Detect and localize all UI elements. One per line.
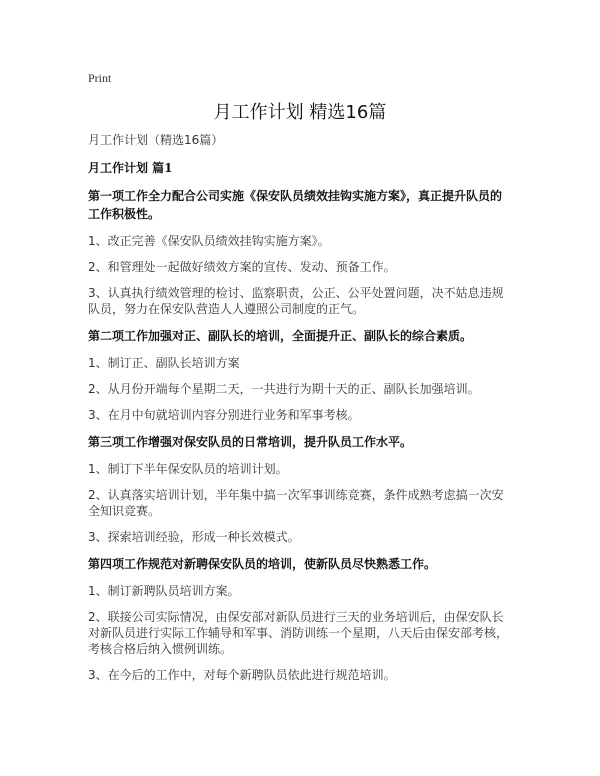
section-heading: 第三项工作增强对保安队员的日常培训，提升队员工作水平。: [88, 435, 413, 449]
section-heading: 第四项工作规范对新聘保安队员的培训，使新队员尽快熟悉工作。: [88, 557, 437, 571]
paragraph: 2、从月份开端每个星期二天，一共进行为期十天的正、副队长加强培训。: [88, 382, 480, 396]
print-link[interactable]: Print: [88, 71, 112, 85]
paragraph: 3、探索培训经验，形成一种长效模式。: [88, 530, 300, 544]
document-title: 月工作计划 精选16篇: [213, 102, 387, 123]
document-subtitle: 月工作计划（精选16篇）: [88, 133, 224, 147]
article-heading: 月工作计划 篇1: [88, 161, 173, 175]
section-heading: 第一项工作全力配合公司实施《保安队员绩效挂钩实施方案》，真正提升队员的工作积极性。: [88, 189, 503, 221]
paragraph: 3、在月中旬就培训内容分别进行业务和军事考核。: [88, 408, 360, 422]
section-heading: 第二项工作加强对正、副队长的培训，全面提升正、副队长的综合素质。: [88, 329, 473, 343]
paragraph: 3、在今后的工作中，对每个新聘队员依此进行规范培训。: [88, 668, 396, 682]
paragraph: 1、改正完善《保安队员绩效挂钩实施方案》。: [88, 234, 330, 248]
paragraph: 2、认真落实培训计划，半年集中搞一次军事训练竞赛，条件成熟考虑搞一次安全知识竞赛。: [88, 488, 504, 518]
paragraph: 2、联接公司实际情况，由保安部对新队员进行三天的业务培训后，由保安队长对新队员进行实际工作辅导和军事、消防训练一个星期，八天后由保安部考核，考核合格后纳入惯例训练。: [88, 610, 509, 656]
paragraph: 3、认真执行绩效管理的检讨、监察职责，公正、公平处置问题，决不姑息违规队员，努力在保安队营造人人遵照公司制度的正气。: [88, 286, 504, 316]
paragraph: 2、和管理处一起做好绩效方案的宣传、发动、预备工作。: [88, 260, 396, 274]
paragraph: 1、制订下半年保安队员的培训计划。: [88, 462, 288, 476]
document-body: [88, 131, 512, 693]
paragraph: 1、制订正、副队长培训方案: [88, 356, 240, 370]
paragraph: 1、制订新聘队员培训方案。: [88, 584, 240, 598]
